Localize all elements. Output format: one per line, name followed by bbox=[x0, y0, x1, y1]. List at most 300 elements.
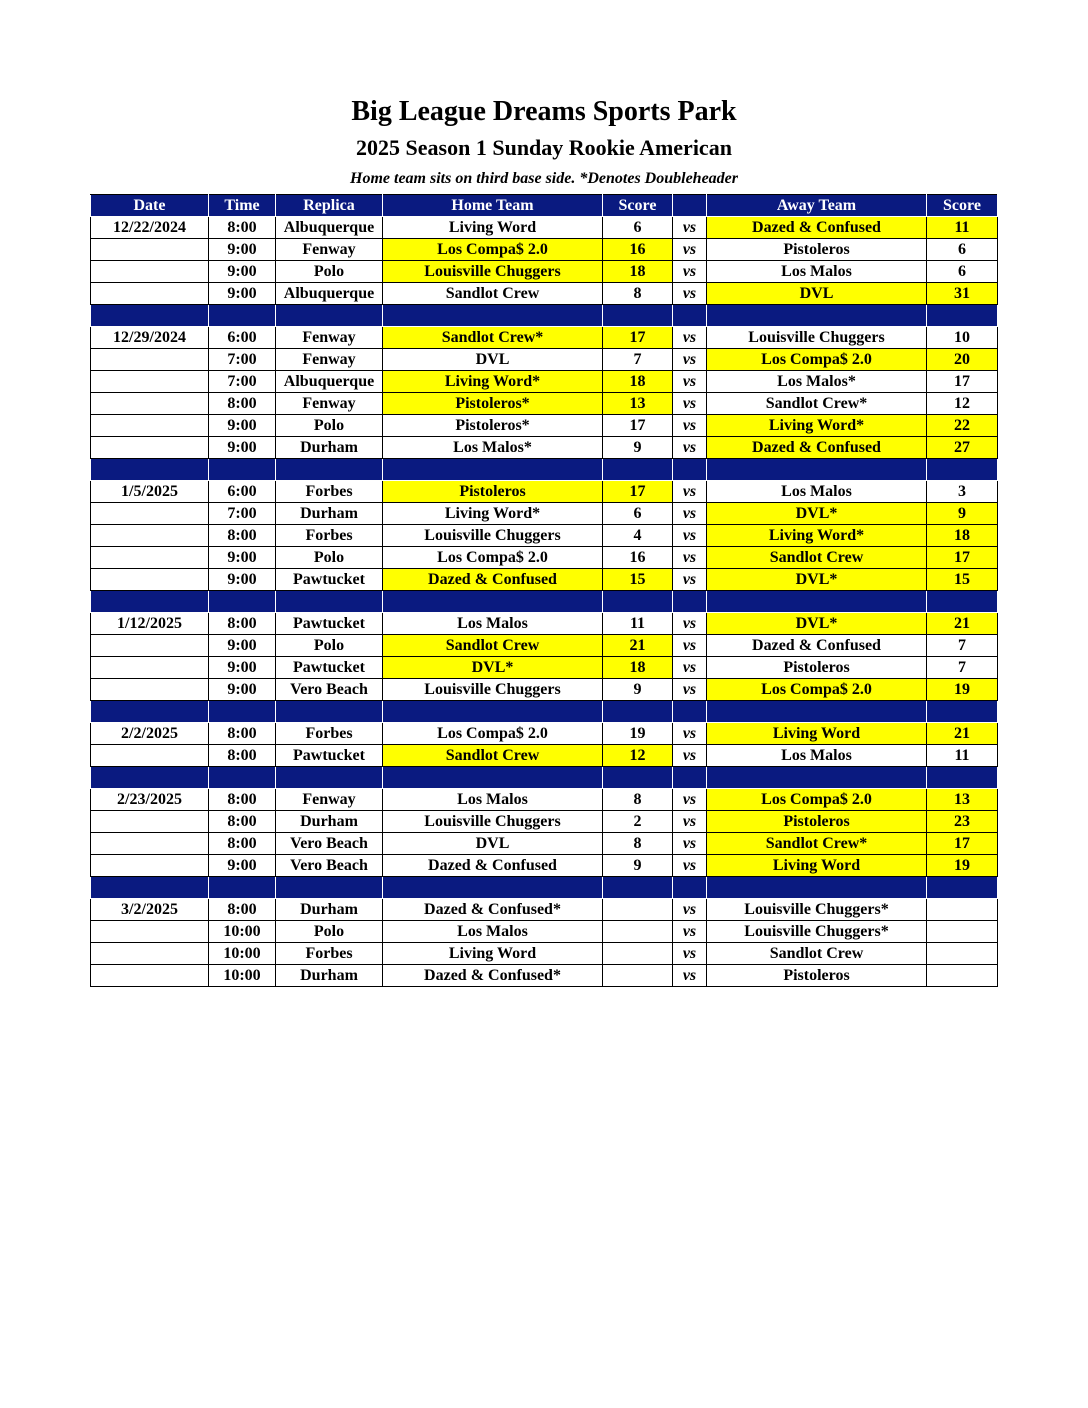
vs-cell: vs bbox=[673, 965, 707, 987]
home-score-cell bbox=[603, 965, 673, 987]
date-cell bbox=[91, 811, 209, 833]
replica-cell: Durham bbox=[276, 899, 383, 921]
separator-cell bbox=[707, 877, 927, 899]
date-cell bbox=[91, 415, 209, 437]
date-cell bbox=[91, 921, 209, 943]
time-cell: 7:00 bbox=[209, 371, 276, 393]
home-team-cell: Dazed & Confused bbox=[383, 855, 603, 877]
vs-cell: vs bbox=[673, 393, 707, 415]
home-team-cell: Louisville Chuggers bbox=[383, 811, 603, 833]
home-team-cell: Dazed & Confused* bbox=[383, 965, 603, 987]
game-row bbox=[91, 789, 998, 811]
game-row bbox=[91, 547, 998, 569]
separator-cell bbox=[383, 305, 603, 327]
time-cell: 10:00 bbox=[209, 921, 276, 943]
separator-cell bbox=[603, 459, 673, 481]
page-subtitle: 2025 Season 1 Sunday Rookie American bbox=[356, 135, 732, 160]
replica-cell: Pawtucket bbox=[276, 613, 383, 635]
time-cell: 8:00 bbox=[209, 833, 276, 855]
vs-cell: vs bbox=[673, 283, 707, 305]
away-score-cell: 17 bbox=[927, 833, 998, 855]
home-score-cell: 7 bbox=[603, 349, 673, 371]
home-score-cell: 4 bbox=[603, 525, 673, 547]
game-row bbox=[91, 855, 998, 877]
home-team-cell: Living Word bbox=[383, 217, 603, 239]
replica-cell: Fenway bbox=[276, 393, 383, 415]
date-cell bbox=[91, 239, 209, 261]
time-cell: 8:00 bbox=[209, 217, 276, 239]
date-cell bbox=[91, 635, 209, 657]
col-header-vs bbox=[673, 195, 707, 217]
home-score-cell: 9 bbox=[603, 855, 673, 877]
home-team-cell: DVL bbox=[383, 833, 603, 855]
away-score-cell: 21 bbox=[927, 723, 998, 745]
home-score-cell: 16 bbox=[603, 547, 673, 569]
col-header-home-score: Score bbox=[603, 195, 673, 217]
away-score-cell: 6 bbox=[927, 239, 998, 261]
vs-cell: vs bbox=[673, 635, 707, 657]
away-team-cell: Los Malos* bbox=[707, 371, 927, 393]
time-cell: 8:00 bbox=[209, 723, 276, 745]
separator-cell bbox=[707, 591, 927, 613]
game-row bbox=[91, 481, 998, 503]
time-cell: 9:00 bbox=[209, 261, 276, 283]
replica-cell: Fenway bbox=[276, 239, 383, 261]
away-score-cell: 31 bbox=[927, 283, 998, 305]
separator-cell bbox=[673, 767, 707, 789]
away-team-cell: Los Compa$ 2.0 bbox=[707, 349, 927, 371]
home-team-cell: Sandlot Crew bbox=[383, 635, 603, 657]
home-score-cell: 18 bbox=[603, 261, 673, 283]
separator-cell bbox=[91, 305, 209, 327]
separator-cell bbox=[276, 701, 383, 723]
vs-cell: vs bbox=[673, 437, 707, 459]
time-cell: 9:00 bbox=[209, 437, 276, 459]
away-score-cell: 12 bbox=[927, 393, 998, 415]
away-team-cell: Living Word* bbox=[707, 525, 927, 547]
date-cell bbox=[91, 503, 209, 525]
away-team-cell: Sandlot Crew bbox=[707, 943, 927, 965]
vs-cell: vs bbox=[673, 613, 707, 635]
separator-cell bbox=[603, 305, 673, 327]
separator-cell bbox=[276, 767, 383, 789]
home-score-cell: 18 bbox=[603, 657, 673, 679]
time-cell: 8:00 bbox=[209, 393, 276, 415]
replica-cell: Pawtucket bbox=[276, 745, 383, 767]
separator-cell bbox=[383, 701, 603, 723]
vs-cell: vs bbox=[673, 745, 707, 767]
replica-cell: Durham bbox=[276, 965, 383, 987]
separator-cell bbox=[209, 767, 276, 789]
separator-cell bbox=[209, 591, 276, 613]
home-team-cell: Los Malos* bbox=[383, 437, 603, 459]
home-team-cell: Living Word* bbox=[383, 371, 603, 393]
game-row bbox=[91, 811, 998, 833]
schedule-body bbox=[91, 217, 998, 987]
away-team-cell: Pistoleros bbox=[707, 811, 927, 833]
date-cell: 1/5/2025 bbox=[91, 481, 209, 503]
time-cell: 9:00 bbox=[209, 283, 276, 305]
separator-cell bbox=[91, 459, 209, 481]
home-score-cell bbox=[603, 921, 673, 943]
game-row bbox=[91, 261, 998, 283]
vs-cell: vs bbox=[673, 349, 707, 371]
separator-cell bbox=[91, 701, 209, 723]
game-row bbox=[91, 635, 998, 657]
away-score-cell: 17 bbox=[927, 371, 998, 393]
time-cell: 10:00 bbox=[209, 943, 276, 965]
home-team-cell: Los Compa$ 2.0 bbox=[383, 547, 603, 569]
away-score-cell: 11 bbox=[927, 745, 998, 767]
home-team-cell: Los Compa$ 2.0 bbox=[383, 723, 603, 745]
vs-cell: vs bbox=[673, 833, 707, 855]
home-score-cell: 12 bbox=[603, 745, 673, 767]
home-score-cell: 18 bbox=[603, 371, 673, 393]
home-score-cell: 8 bbox=[603, 789, 673, 811]
away-team-cell: Louisville Chuggers* bbox=[707, 899, 927, 921]
separator-cell bbox=[927, 459, 998, 481]
date-cell bbox=[91, 261, 209, 283]
vs-cell: vs bbox=[673, 415, 707, 437]
vs-cell: vs bbox=[673, 261, 707, 283]
home-score-cell: 17 bbox=[603, 481, 673, 503]
home-score-cell: 11 bbox=[603, 613, 673, 635]
replica-cell: Albuquerque bbox=[276, 217, 383, 239]
away-score-cell: 6 bbox=[927, 261, 998, 283]
separator-cell bbox=[603, 701, 673, 723]
away-score-cell: 3 bbox=[927, 481, 998, 503]
away-team-cell: Los Malos bbox=[707, 481, 927, 503]
home-team-cell: Louisville Chuggers bbox=[383, 261, 603, 283]
col-header-time: Time bbox=[209, 195, 276, 217]
date-cell bbox=[91, 349, 209, 371]
game-row bbox=[91, 393, 998, 415]
separator-cell bbox=[276, 459, 383, 481]
vs-cell: vs bbox=[673, 217, 707, 239]
replica-cell: Durham bbox=[276, 811, 383, 833]
date-cell bbox=[91, 943, 209, 965]
week-separator bbox=[91, 305, 998, 327]
away-team-cell: Living Word* bbox=[707, 415, 927, 437]
vs-cell: vs bbox=[673, 723, 707, 745]
away-score-cell bbox=[927, 965, 998, 987]
home-score-cell: 6 bbox=[603, 503, 673, 525]
separator-cell bbox=[91, 877, 209, 899]
home-team-cell: Los Malos bbox=[383, 921, 603, 943]
home-team-cell: Louisville Chuggers bbox=[383, 679, 603, 701]
date-cell: 12/29/2024 bbox=[91, 327, 209, 349]
home-team-cell: Pistoleros* bbox=[383, 393, 603, 415]
vs-cell: vs bbox=[673, 899, 707, 921]
home-score-cell: 17 bbox=[603, 415, 673, 437]
separator-cell bbox=[927, 701, 998, 723]
replica-cell: Fenway bbox=[276, 349, 383, 371]
home-team-cell: Los Compa$ 2.0 bbox=[383, 239, 603, 261]
home-team-cell: Los Malos bbox=[383, 613, 603, 635]
time-cell: 6:00 bbox=[209, 327, 276, 349]
time-cell: 8:00 bbox=[209, 525, 276, 547]
away-score-cell: 22 bbox=[927, 415, 998, 437]
date-cell bbox=[91, 833, 209, 855]
away-score-cell bbox=[927, 921, 998, 943]
vs-cell: vs bbox=[673, 327, 707, 349]
separator-cell bbox=[209, 701, 276, 723]
away-team-cell: DVL bbox=[707, 283, 927, 305]
time-cell: 9:00 bbox=[209, 415, 276, 437]
game-row bbox=[91, 415, 998, 437]
vs-cell: vs bbox=[673, 657, 707, 679]
home-team-cell: Living Word* bbox=[383, 503, 603, 525]
vs-cell: vs bbox=[673, 943, 707, 965]
replica-cell: Vero Beach bbox=[276, 679, 383, 701]
away-score-cell: 7 bbox=[927, 635, 998, 657]
separator-cell bbox=[707, 767, 927, 789]
replica-cell: Polo bbox=[276, 547, 383, 569]
vs-cell: vs bbox=[673, 679, 707, 701]
separator-cell bbox=[673, 701, 707, 723]
date-cell bbox=[91, 547, 209, 569]
replica-cell: Polo bbox=[276, 635, 383, 657]
away-team-cell: Dazed & Confused bbox=[707, 437, 927, 459]
game-row bbox=[91, 723, 998, 745]
date-cell bbox=[91, 371, 209, 393]
home-score-cell: 2 bbox=[603, 811, 673, 833]
vs-cell: vs bbox=[673, 811, 707, 833]
vs-cell: vs bbox=[673, 503, 707, 525]
away-team-cell: Los Compa$ 2.0 bbox=[707, 679, 927, 701]
home-team-cell: DVL bbox=[383, 349, 603, 371]
away-score-cell: 20 bbox=[927, 349, 998, 371]
home-score-cell bbox=[603, 943, 673, 965]
game-row bbox=[91, 371, 998, 393]
away-score-cell: 9 bbox=[927, 503, 998, 525]
separator-cell bbox=[603, 877, 673, 899]
home-score-cell: 8 bbox=[603, 283, 673, 305]
away-score-cell: 21 bbox=[927, 613, 998, 635]
separator-cell bbox=[707, 459, 927, 481]
separator-cell bbox=[673, 877, 707, 899]
schedule-note: Home team sits on third base side. *Denotes Doubleheader bbox=[350, 170, 738, 187]
vs-cell: vs bbox=[673, 547, 707, 569]
away-score-cell: 13 bbox=[927, 789, 998, 811]
away-score-cell: 7 bbox=[927, 657, 998, 679]
vs-cell: vs bbox=[673, 239, 707, 261]
home-score-cell: 8 bbox=[603, 833, 673, 855]
col-header-replica: Replica bbox=[276, 195, 383, 217]
replica-cell: Albuquerque bbox=[276, 371, 383, 393]
replica-cell: Forbes bbox=[276, 723, 383, 745]
replica-cell: Pawtucket bbox=[276, 569, 383, 591]
col-header-home-team: Home Team bbox=[383, 195, 603, 217]
schedule-table bbox=[90, 194, 998, 987]
time-cell: 8:00 bbox=[209, 745, 276, 767]
away-team-cell: Sandlot Crew* bbox=[707, 393, 927, 415]
replica-cell: Durham bbox=[276, 503, 383, 525]
replica-cell: Polo bbox=[276, 261, 383, 283]
home-team-cell: Dazed & Confused* bbox=[383, 899, 603, 921]
date-cell: 3/2/2025 bbox=[91, 899, 209, 921]
game-row bbox=[91, 943, 998, 965]
separator-cell bbox=[383, 591, 603, 613]
time-cell: 9:00 bbox=[209, 239, 276, 261]
date-cell bbox=[91, 855, 209, 877]
game-row bbox=[91, 503, 998, 525]
vs-cell: vs bbox=[673, 789, 707, 811]
game-row bbox=[91, 327, 998, 349]
time-cell: 9:00 bbox=[209, 657, 276, 679]
separator-cell bbox=[673, 591, 707, 613]
vs-cell: vs bbox=[673, 855, 707, 877]
away-team-cell: Los Malos bbox=[707, 745, 927, 767]
date-cell: 2/2/2025 bbox=[91, 723, 209, 745]
away-team-cell: Dazed & Confused bbox=[707, 217, 927, 239]
separator-cell bbox=[276, 591, 383, 613]
separator-cell bbox=[209, 459, 276, 481]
away-team-cell: Dazed & Confused bbox=[707, 635, 927, 657]
away-score-cell: 23 bbox=[927, 811, 998, 833]
separator-cell bbox=[383, 767, 603, 789]
away-team-cell: Sandlot Crew* bbox=[707, 833, 927, 855]
separator-cell bbox=[707, 701, 927, 723]
home-team-cell: Pistoleros bbox=[383, 481, 603, 503]
away-team-cell: Louisville Chuggers bbox=[707, 327, 927, 349]
home-team-cell: Louisville Chuggers bbox=[383, 525, 603, 547]
time-cell: 9:00 bbox=[209, 635, 276, 657]
separator-cell bbox=[276, 305, 383, 327]
game-row bbox=[91, 349, 998, 371]
time-cell: 10:00 bbox=[209, 965, 276, 987]
vs-cell: vs bbox=[673, 525, 707, 547]
date-cell bbox=[91, 283, 209, 305]
col-header-date: Date bbox=[91, 195, 209, 217]
date-cell bbox=[91, 657, 209, 679]
home-score-cell: 16 bbox=[603, 239, 673, 261]
away-score-cell bbox=[927, 943, 998, 965]
home-team-cell: Los Malos bbox=[383, 789, 603, 811]
week-separator bbox=[91, 701, 998, 723]
away-team-cell: Sandlot Crew bbox=[707, 547, 927, 569]
date-cell bbox=[91, 745, 209, 767]
week-separator bbox=[91, 459, 998, 481]
away-team-cell: Los Malos bbox=[707, 261, 927, 283]
separator-cell bbox=[673, 459, 707, 481]
away-team-cell: Living Word bbox=[707, 855, 927, 877]
week-separator bbox=[91, 877, 998, 899]
time-cell: 8:00 bbox=[209, 899, 276, 921]
away-team-cell: Pistoleros bbox=[707, 239, 927, 261]
game-row bbox=[91, 613, 998, 635]
home-team-cell: Dazed & Confused bbox=[383, 569, 603, 591]
col-header-away-score: Score bbox=[927, 195, 998, 217]
away-score-cell: 27 bbox=[927, 437, 998, 459]
time-cell: 9:00 bbox=[209, 547, 276, 569]
game-row bbox=[91, 437, 998, 459]
replica-cell: Forbes bbox=[276, 525, 383, 547]
away-team-cell: Living Word bbox=[707, 723, 927, 745]
replica-cell: Polo bbox=[276, 415, 383, 437]
away-score-cell bbox=[927, 899, 998, 921]
home-score-cell: 6 bbox=[603, 217, 673, 239]
replica-cell: Albuquerque bbox=[276, 283, 383, 305]
separator-cell bbox=[603, 767, 673, 789]
away-team-cell: Pistoleros bbox=[707, 965, 927, 987]
home-team-cell: Living Word bbox=[383, 943, 603, 965]
game-row bbox=[91, 833, 998, 855]
separator-cell bbox=[383, 459, 603, 481]
away-score-cell: 19 bbox=[927, 855, 998, 877]
separator-cell bbox=[927, 305, 998, 327]
col-header-away-team: Away Team bbox=[707, 195, 927, 217]
home-score-cell bbox=[603, 899, 673, 921]
separator-cell bbox=[276, 877, 383, 899]
date-cell bbox=[91, 393, 209, 415]
home-team-cell: Pistoleros* bbox=[383, 415, 603, 437]
replica-cell: Pawtucket bbox=[276, 657, 383, 679]
away-score-cell: 17 bbox=[927, 547, 998, 569]
game-row bbox=[91, 217, 998, 239]
time-cell: 9:00 bbox=[209, 679, 276, 701]
away-score-cell: 11 bbox=[927, 217, 998, 239]
away-score-cell: 18 bbox=[927, 525, 998, 547]
time-cell: 8:00 bbox=[209, 789, 276, 811]
date-cell bbox=[91, 525, 209, 547]
game-row bbox=[91, 679, 998, 701]
home-team-cell: DVL* bbox=[383, 657, 603, 679]
time-cell: 7:00 bbox=[209, 503, 276, 525]
home-score-cell: 15 bbox=[603, 569, 673, 591]
away-team-cell: DVL* bbox=[707, 503, 927, 525]
home-team-cell: Sandlot Crew* bbox=[383, 327, 603, 349]
home-score-cell: 9 bbox=[603, 679, 673, 701]
game-row bbox=[91, 745, 998, 767]
away-team-cell: DVL* bbox=[707, 613, 927, 635]
away-score-cell: 10 bbox=[927, 327, 998, 349]
game-row bbox=[91, 525, 998, 547]
away-team-cell: DVL* bbox=[707, 569, 927, 591]
replica-cell: Fenway bbox=[276, 789, 383, 811]
home-score-cell: 17 bbox=[603, 327, 673, 349]
separator-cell bbox=[209, 305, 276, 327]
date-cell bbox=[91, 965, 209, 987]
away-team-cell: Pistoleros bbox=[707, 657, 927, 679]
replica-cell: Forbes bbox=[276, 943, 383, 965]
date-cell bbox=[91, 437, 209, 459]
time-cell: 8:00 bbox=[209, 811, 276, 833]
home-score-cell: 9 bbox=[603, 437, 673, 459]
date-cell: 12/22/2024 bbox=[91, 217, 209, 239]
time-cell: 9:00 bbox=[209, 855, 276, 877]
header-row bbox=[91, 195, 998, 217]
week-separator bbox=[91, 767, 998, 789]
time-cell: 7:00 bbox=[209, 349, 276, 371]
home-score-cell: 13 bbox=[603, 393, 673, 415]
separator-cell bbox=[91, 591, 209, 613]
away-team-cell: Los Compa$ 2.0 bbox=[707, 789, 927, 811]
vs-cell: vs bbox=[673, 481, 707, 503]
game-row bbox=[91, 899, 998, 921]
page-title: Big League Dreams Sports Park bbox=[351, 96, 737, 127]
home-score-cell: 21 bbox=[603, 635, 673, 657]
separator-cell bbox=[927, 767, 998, 789]
separator-cell bbox=[383, 877, 603, 899]
game-row bbox=[91, 657, 998, 679]
vs-cell: vs bbox=[673, 569, 707, 591]
game-row bbox=[91, 283, 998, 305]
date-cell bbox=[91, 569, 209, 591]
separator-cell bbox=[927, 877, 998, 899]
away-team-cell: Louisville Chuggers* bbox=[707, 921, 927, 943]
vs-cell: vs bbox=[673, 371, 707, 393]
